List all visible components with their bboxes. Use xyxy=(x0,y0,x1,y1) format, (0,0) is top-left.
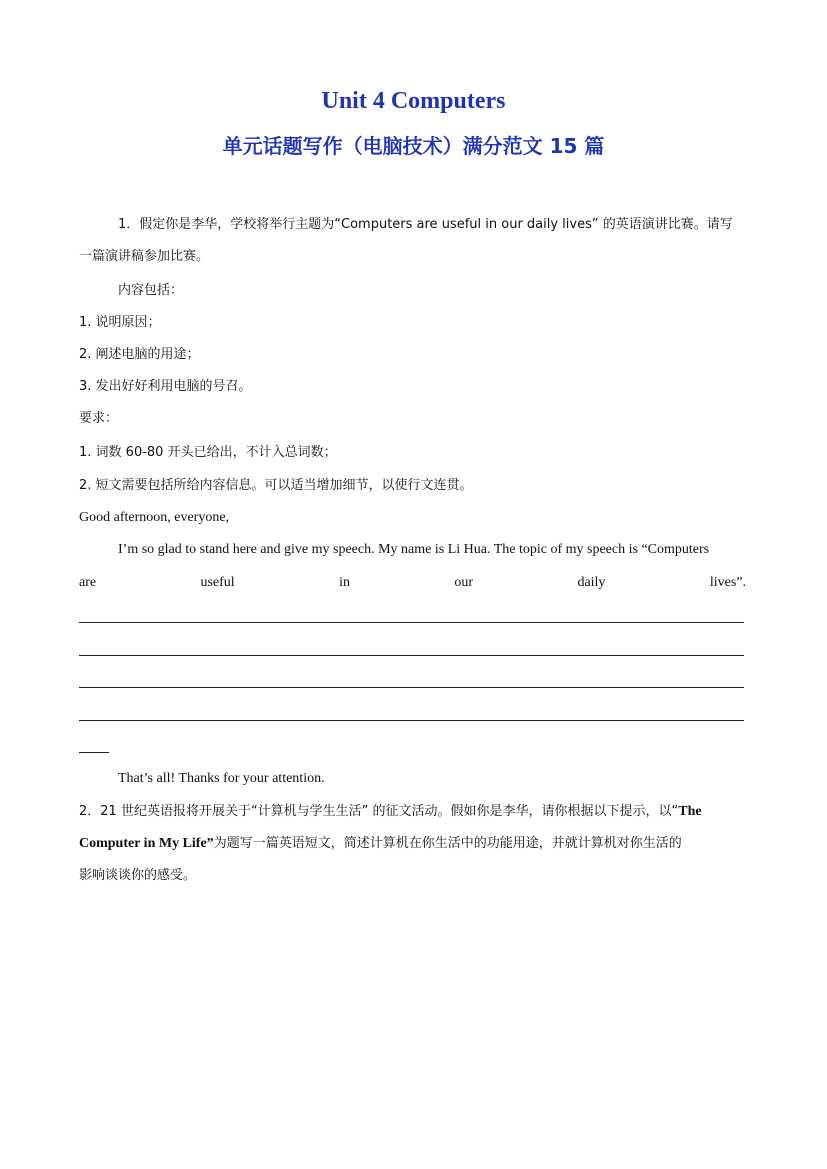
q1-greeting: Good afternoon, everyone, xyxy=(79,510,230,525)
q1-point-1: 1. 说明原因； xyxy=(79,315,161,330)
q1-word: daily xyxy=(577,575,606,590)
q2-prompt-line-3: 影响谈谈你的感受。 xyxy=(79,868,197,883)
q2-prompt-line-1 xyxy=(79,803,702,821)
q2-prompt-line-2 xyxy=(79,835,682,853)
q1-requirements-heading: 要求： xyxy=(79,411,119,426)
q1-opening-continuation xyxy=(79,574,746,592)
q1-word: are xyxy=(79,575,97,590)
q1-requirement-1: 1. 词数 60-80 开头已给出，不计入总词数； xyxy=(79,445,337,460)
answer-line xyxy=(79,687,744,688)
q1-point-3: 3. 发出好好利用电脑的号召。 xyxy=(79,379,252,394)
q2-title-part-2: Computer in My Life” xyxy=(79,836,214,851)
q1-point-2: 2. 阐述电脑的用途； xyxy=(79,347,200,362)
q2-prompt-prefix: 2．21 世纪英语报将开展关于“计算机与学生生活” 的征文活动。假如你是李华，请你根据以下提示，以“ xyxy=(79,804,679,819)
q1-closing: That’s all! Thanks for your attention. xyxy=(118,771,325,786)
answer-line xyxy=(79,622,744,623)
answer-line xyxy=(79,655,744,656)
q2-prompt-rest: 为题写一篇英语短文，简述计算机在你生活中的功能用途，并就计算机对你生活的 xyxy=(213,836,682,851)
q1-word: our xyxy=(454,575,474,590)
q1-prompt-line-2: 一篇演讲稿参加比赛。 xyxy=(79,249,210,264)
answer-line-short xyxy=(79,752,109,753)
document-title: Unit 4 Computers xyxy=(321,88,506,114)
q1-content-heading: 内容包括： xyxy=(118,283,184,298)
answer-line xyxy=(79,720,744,721)
q1-word: in xyxy=(339,575,350,590)
q1-opening-line: I’m so glad to stand here and give my speech. My name is Li Hua. The topic of my speech is “Computers xyxy=(118,542,710,557)
q1-word: useful xyxy=(200,575,235,590)
document-subtitle: 单元话题写作（电脑技术）满分范文 15 篇 xyxy=(222,134,605,158)
q2-title-part-1: The xyxy=(678,804,702,819)
q1-requirement-2: 2. 短文需要包括所给内容信息。可以适当增加细节，以使行文连贯。 xyxy=(79,478,473,493)
q1-word: lives”. xyxy=(709,575,746,590)
q1-prompt-line-1: 1．假定你是李华，学校将举行主题为“Computers are useful in our daily lives” 的英语演讲比赛。请写 xyxy=(118,217,733,232)
